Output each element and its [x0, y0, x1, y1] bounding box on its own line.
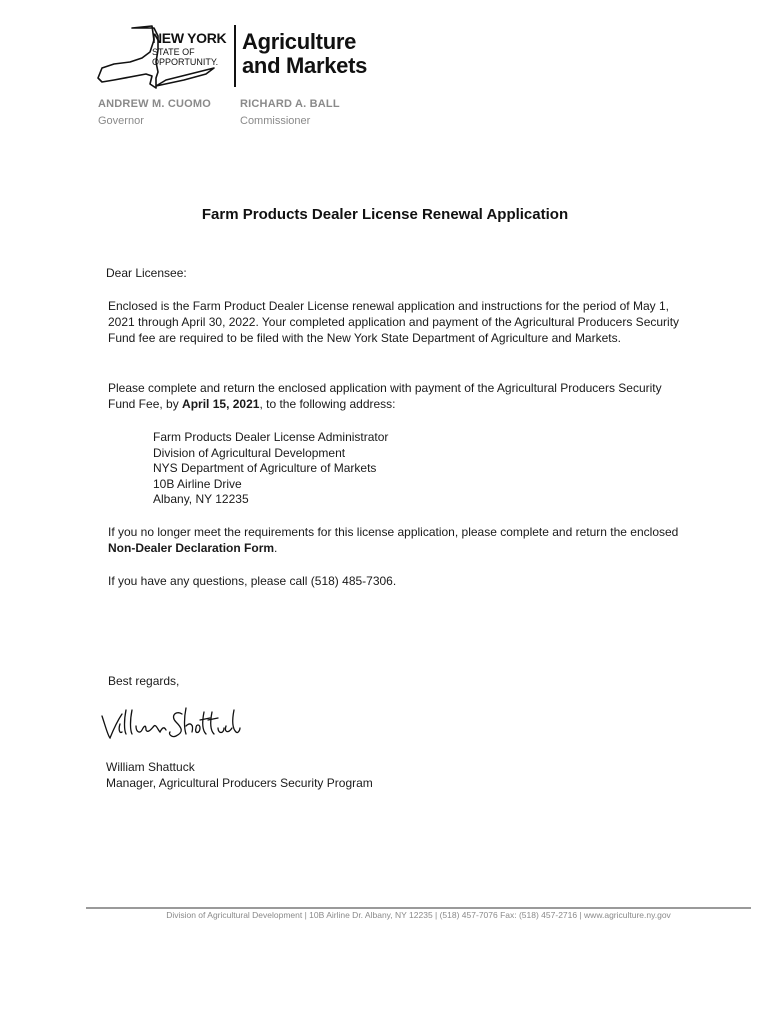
logo-state-name: NEW YORK: [152, 30, 227, 46]
commissioner-name: RICHARD A. BALL: [240, 98, 340, 110]
footer-contact-info: Division of Agricultural Development | 10B Airline Dr. Albany, NY 12235 | (518) 457-7076 Fax: (518) 457-2716 | www.agriculture.ny.gov: [166, 910, 671, 920]
mailing-address: [153, 430, 388, 508]
paragraph-instructions-tail: , to the following address:: [259, 397, 396, 411]
governor-name: ANDREW M. CUOMO: [98, 98, 211, 110]
logo-divider: [234, 25, 236, 87]
paragraph-intro: Enclosed is the Farm Product Dealer License renewal application and instructions for the period of May 1, 2021 through April 30, 2022. Your completed application and payment of the Agricultural Producers Security Fund fee are required to be filed with the New York State Department of Agriculture and Markets.: [108, 299, 680, 345]
logo-agency-name: [242, 30, 367, 78]
paragraph-instructions-text: Please complete and return the enclosed application with payment of the Agricultural Producers Security Fund Fee, by: [108, 381, 662, 411]
commissioner-role: Commissioner: [240, 115, 311, 127]
signer-title: Manager, Agricultural Producers Security Program: [106, 776, 373, 790]
governor-role: Governor: [98, 115, 144, 127]
address-line: NYS Department of Agriculture of Markets: [153, 461, 377, 475]
handwritten-signature: [96, 702, 246, 748]
signer-name: William Shattuck: [106, 760, 195, 774]
document-title: Farm Products Dealer License Renewal Application: [201, 206, 569, 223]
salutation: Dear Licensee:: [106, 266, 187, 280]
paragraph-non-dealer: [108, 524, 688, 556]
paragraph-contact: If you have any questions, please call (518) 485-7306.: [108, 574, 397, 588]
paragraph-non-dealer-tail: .: [274, 541, 278, 555]
closing: Best regards,: [108, 674, 180, 688]
paragraph-instructions: [108, 380, 688, 412]
deadline-date: April 15, 2021: [182, 397, 260, 411]
paragraph-non-dealer-text: If you no longer meet the requirements for this license application, please complete and return the enclosed: [108, 525, 679, 539]
logo-agency-line1: Agriculture: [242, 29, 357, 54]
commissioner-block: [240, 96, 340, 130]
address-line: Division of Agricultural Development: [153, 445, 346, 460]
footer-divider: [86, 907, 751, 909]
address-line: Albany, NY 12235: [153, 492, 249, 506]
logo-state-tagline: STATE OF OPPORTUNITY.: [152, 47, 219, 67]
governor-block: [98, 96, 211, 130]
address-line: 10B Airline Drive: [153, 476, 242, 491]
logo-agency-line2: and Markets: [242, 53, 368, 78]
address-line: Farm Products Dealer License Administrator: [153, 430, 389, 444]
signer-block: [106, 759, 373, 791]
non-dealer-form-name: Non-Dealer Declaration Form: [108, 541, 275, 555]
